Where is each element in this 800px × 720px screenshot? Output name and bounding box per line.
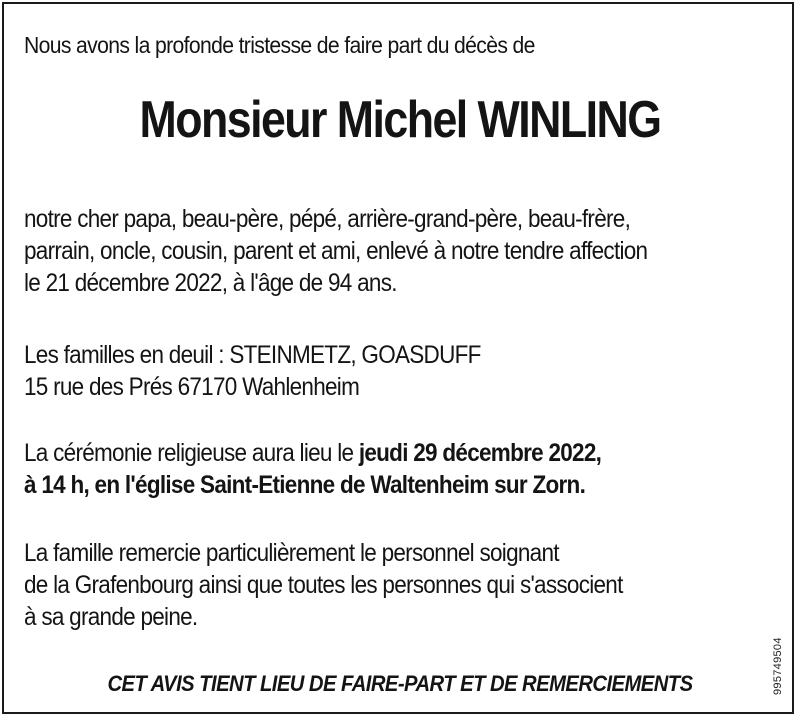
thanks-paragraph xyxy=(24,537,623,633)
thanks-line-3: à sa grande peine. xyxy=(24,603,198,631)
relation-line-1: notre cher papa, beau-père, pépé, arrière-grand-père, beau-frère, xyxy=(24,205,631,233)
ceremony-date: jeudi 29 décembre 2022, xyxy=(358,439,602,467)
closing-statement: CET AVIS TIENT LIEU DE FAIRE-PART ET DE REMERCIEMENTS xyxy=(107,671,693,696)
relation-paragraph xyxy=(24,203,647,299)
thanks-line-2: de la Grafenbourg ainsi que toutes les personnes qui s'associent xyxy=(24,571,623,599)
intro-text: Nous avons la profonde tristesse de faire part du décès de xyxy=(24,32,535,58)
relation-line-2: parrain, oncle, cousin, parent et ami, enlevé à notre tendre affection xyxy=(24,237,648,265)
ceremony-place: à 14 h, en l'église Saint-Etienne de Waltenheim sur Zorn. xyxy=(24,471,586,499)
families-address: 15 rue des Prés 67170 Wahlenheim xyxy=(24,373,360,401)
ceremony-line-1 xyxy=(24,437,601,469)
reference-number: 995749504 xyxy=(772,637,784,695)
ceremony-paragraph xyxy=(24,437,601,501)
thanks-line-1: La famille remercie particulièrement le personnel soignant xyxy=(24,539,559,567)
families-paragraph xyxy=(24,339,481,403)
relation-line-3: le 21 décembre 2022, à l'âge de 94 ans. xyxy=(24,269,397,297)
ceremony-prefix: La cérémonie religieuse aura lieu le xyxy=(24,439,359,467)
deceased-name: Monsieur Michel WINLING xyxy=(139,91,661,149)
families-line-1: Les familles en deuil : STEINMETZ, GOASDUFF xyxy=(24,341,481,369)
